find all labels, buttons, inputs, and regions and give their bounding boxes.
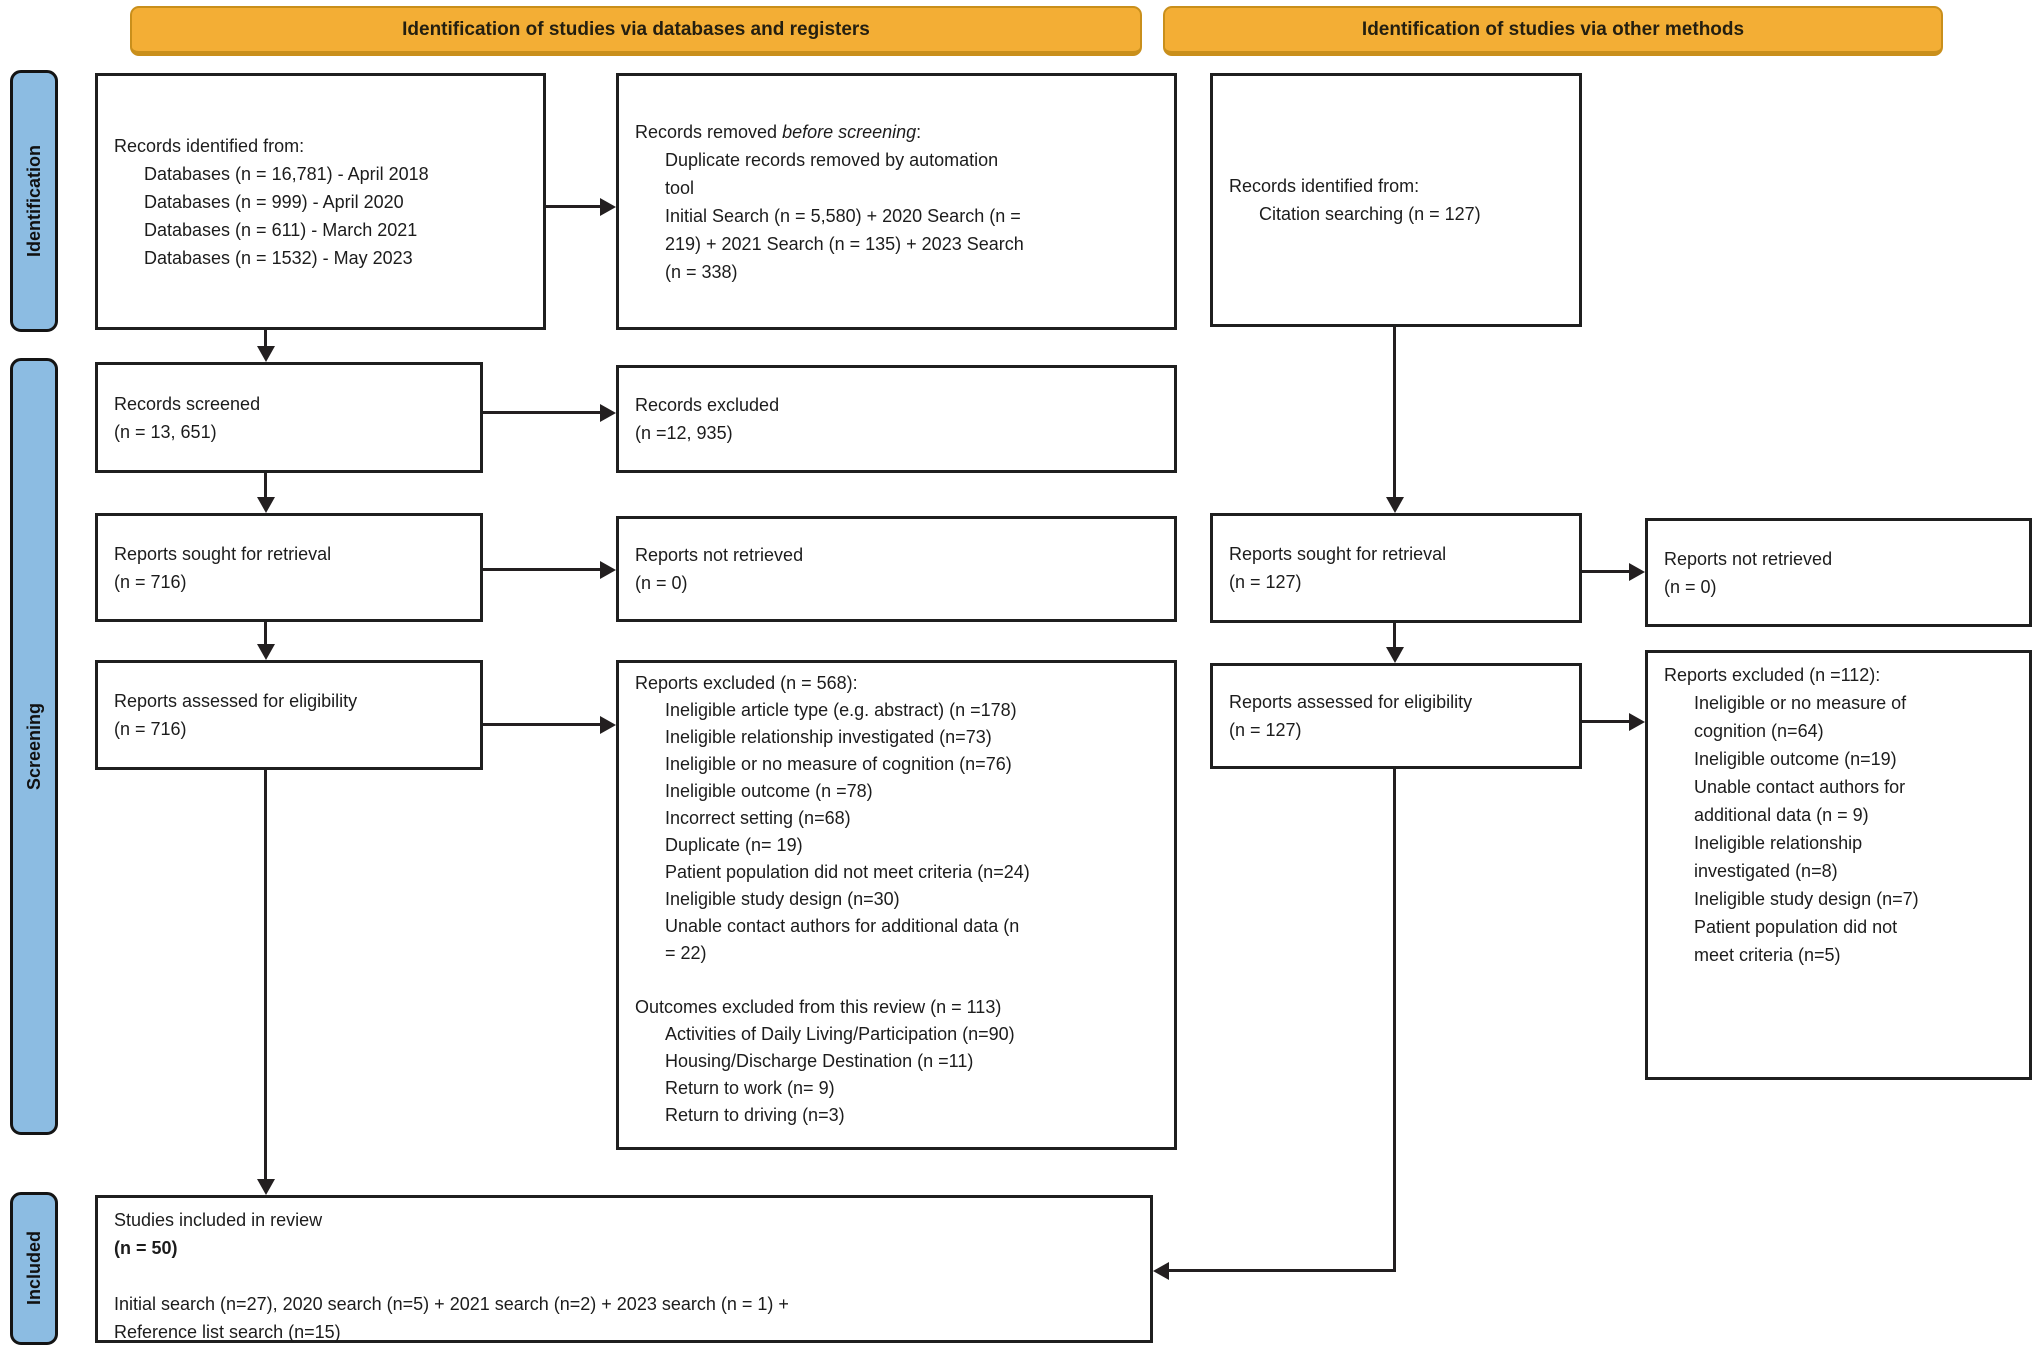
- box-text-line: (n = 0): [1664, 576, 1717, 597]
- box-text-line: cognition (n=64): [1694, 721, 1824, 741]
- box-text-line: = 22): [665, 943, 707, 963]
- box-text-line: Records excluded: [635, 395, 780, 415]
- box-text-line: Return to driving (n=3): [665, 1105, 845, 1125]
- box-records-screened: [95, 362, 483, 473]
- box-text-line: Ineligible study design (n=30): [665, 889, 900, 909]
- box-text-line: Records screened: [114, 393, 261, 414]
- box-text-line: Unable contact authors for additional data (n: [665, 916, 1020, 936]
- box-text-line: Records identified from:: [1229, 176, 1420, 196]
- box-text-line: (n = 338): [665, 261, 738, 282]
- box-text-line: (n = 716): [114, 571, 187, 592]
- box-records-identified-databases: [95, 73, 546, 330]
- box-text-line: Studies included in review: [114, 1210, 323, 1230]
- arrow-identified-to-removed: [546, 205, 600, 208]
- box-text-line: Ineligible outcome (n =78): [665, 781, 873, 801]
- box-other-reports-not-retrieved: [1645, 518, 2032, 627]
- phase-label-screening: Screening: [23, 702, 44, 791]
- box-text-line: [635, 967, 1158, 994]
- box-text-line: (n = 127): [1229, 720, 1302, 740]
- banner-databases-label: Identification of studies via databases and registers: [402, 18, 870, 40]
- box-text-line: Reports excluded (n =112):: [1664, 665, 1881, 685]
- arrow-other-stream-into-included: [1169, 1269, 1396, 1272]
- box-text-line: Unable contact authors for: [1694, 777, 1906, 797]
- box-text-line: Reports sought for retrieval: [114, 543, 332, 564]
- phase-pill-identification: [10, 70, 58, 332]
- box-text-line: meet criteria (n=5): [1694, 945, 1841, 965]
- box-text-line: Ineligible or no measure of: [1694, 693, 1907, 713]
- box-reports-excluded-reasons: [616, 660, 1177, 1150]
- arrow-citation-down-to-sought: [1393, 327, 1396, 497]
- box-text-line: (n =12, 935): [635, 423, 733, 443]
- banner-other-methods: [1163, 6, 1943, 56]
- box-text-line: Ineligible relationship investigated (n=73): [665, 727, 992, 747]
- box-text-line: Databases (n = 1532) - May 2023: [144, 247, 413, 268]
- arrow-other-sought-to-not-retrieved: [1582, 570, 1629, 573]
- box-records-excluded: [616, 365, 1177, 473]
- box-text-line: Outcomes excluded from this review (n = 113): [635, 997, 1002, 1017]
- phase-pill-screening: [10, 358, 58, 1135]
- box-text-line: (n = 13, 651): [114, 421, 217, 442]
- arrow-screened-down-to-sought: [264, 473, 267, 497]
- box-text-line: Reports sought for retrieval: [1229, 544, 1447, 564]
- box-studies-included-review: [95, 1195, 1153, 1343]
- box-text-line: Duplicate (n= 19): [665, 835, 803, 855]
- box-other-reports-assessed-eligibility: [1210, 663, 1582, 769]
- arrow-other-assessed-to-excluded: [1582, 720, 1629, 723]
- arrow-screened-to-excluded: [483, 411, 600, 414]
- box-text-line: Ineligible outcome (n=19): [1694, 749, 1897, 769]
- phase-label-identification: Identification: [23, 145, 44, 257]
- box-text-line: Ineligible article type (e.g. abstract) (n =178): [665, 700, 1017, 720]
- box-text-line: Reports assessed for eligibility: [114, 691, 358, 711]
- box-text-line: Reports not retrieved: [635, 545, 804, 565]
- box-text-line: Databases (n = 611) - March 2021: [144, 219, 418, 240]
- box-text-line: [114, 1262, 1134, 1290]
- arrow-sought-down-to-assessed: [264, 622, 267, 644]
- box-text-line: Ineligible or no measure of cognition (n=76): [665, 754, 1012, 774]
- box-text-line: Databases (n = 16,781) - April 2018: [144, 163, 429, 184]
- box-text-line: Patient population did not meet criteria (n=24): [665, 862, 1030, 882]
- box-text-line: Reports assessed for eligibility: [1229, 692, 1473, 712]
- phase-pill-included: [10, 1192, 58, 1345]
- phase-label-included: Included: [23, 1231, 44, 1306]
- arrow-assessed-down-to-included: [264, 770, 267, 1179]
- box-text-line: Records identified from:: [114, 135, 305, 156]
- box-text-line: (n = 716): [114, 719, 187, 739]
- box-text-line: Ineligible study design (n=7): [1694, 889, 1919, 909]
- arrow-assessed-to-excluded: [483, 723, 600, 726]
- box-text-line: (n = 0): [635, 573, 688, 593]
- box-reports-assessed-eligibility: [95, 660, 483, 770]
- box-text-line: Activities of Daily Living/Participation (n=90): [665, 1024, 1015, 1044]
- box-records-identified-citation: [1210, 73, 1582, 327]
- box-other-reports-excluded-reasons: [1645, 650, 2032, 1080]
- box-other-reports-sought-retrieval: [1210, 513, 1582, 623]
- box-text-line: Records removed before screening:: [635, 121, 922, 142]
- box-text-line: Housing/Discharge Destination (n =11): [665, 1051, 974, 1071]
- arrow-identified-down-to-screened: [264, 330, 267, 346]
- box-reports-sought-retrieval: [95, 513, 483, 622]
- arrow-sought-to-not-retrieved: [483, 568, 600, 571]
- box-text-line: Return to work (n= 9): [665, 1078, 835, 1098]
- banner-databases-and-registers: [130, 6, 1142, 56]
- box-text-line: Reports excluded (n = 568):: [635, 673, 858, 693]
- box-text-line: Reference list search (n=15): [114, 1322, 341, 1342]
- box-text-line: Reports not retrieved: [1664, 548, 1833, 569]
- box-text-line: Patient population did not: [1694, 917, 1898, 937]
- box-text-line: (n = 50): [114, 1238, 178, 1258]
- box-text-line: Initial Search (n = 5,580) + 2020 Search (n =: [665, 205, 1021, 226]
- box-records-removed-before-screening: [616, 73, 1177, 330]
- box-text-line: investigated (n=8): [1694, 861, 1838, 881]
- box-reports-not-retrieved: [616, 516, 1177, 622]
- box-text-line: Databases (n = 999) - April 2020: [144, 191, 404, 212]
- box-text-line: Duplicate records removed by automation: [665, 149, 999, 170]
- box-text-line: (n = 127): [1229, 572, 1302, 592]
- box-text-line: 219) + 2021 Search (n = 135) + 2023 Search: [665, 233, 1024, 254]
- arrow-other-sought-down-to-assessed: [1393, 623, 1396, 647]
- line-other-assessed-down: [1393, 769, 1396, 1272]
- box-text-line: Citation searching (n = 127): [1259, 204, 1481, 224]
- box-text-line: tool: [665, 177, 695, 198]
- box-text-line: Incorrect setting (n=68): [665, 808, 851, 828]
- box-text-line: additional data (n = 9): [1694, 805, 1869, 825]
- box-text-line: Initial search (n=27), 2020 search (n=5) + 2021 search (n=2) + 2023 search (n = 1) +: [114, 1294, 789, 1314]
- banner-other-label: Identification of studies via other methods: [1361, 18, 1745, 40]
- box-text-line: Ineligible relationship: [1694, 833, 1863, 853]
